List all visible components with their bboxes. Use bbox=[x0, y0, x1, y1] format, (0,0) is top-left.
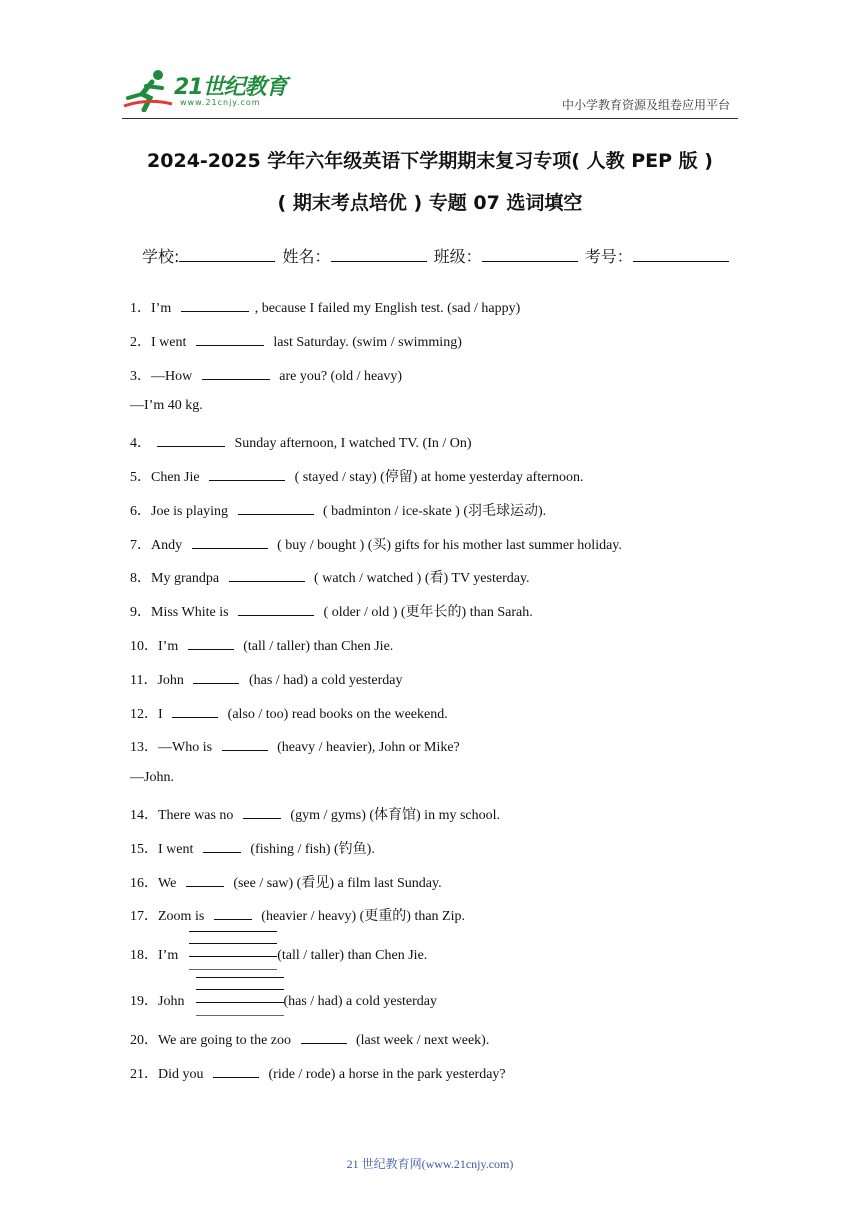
footer-link[interactable]: 21 世纪教育网(www.21cnjy.com) bbox=[346, 1157, 514, 1171]
question-7: 7．Andy ( buy / bought ) (买) gifts for his mother last summer holiday. bbox=[130, 538, 622, 553]
answer-blank[interactable] bbox=[196, 333, 264, 346]
answer-blank[interactable] bbox=[222, 738, 268, 751]
answer-blank[interactable] bbox=[186, 874, 224, 887]
question-9: 9．Miss White is ( older / old ) (更年长的) than Sarah. bbox=[130, 605, 533, 620]
question-4: 4． Sunday afternoon, I watched TV. (In / On) bbox=[130, 436, 472, 451]
answer-blank[interactable] bbox=[193, 671, 239, 684]
answer-blank[interactable] bbox=[203, 840, 241, 853]
answer-blank[interactable] bbox=[301, 1031, 347, 1044]
answer-blank[interactable] bbox=[214, 907, 252, 920]
answer-blank[interactable] bbox=[209, 468, 285, 481]
question-11: 11．John (has / had) a cold yesterday bbox=[130, 673, 403, 688]
question-2: 2．I went last Saturday. (swim / swimming) bbox=[130, 335, 462, 350]
question-15: 15．I went (fishing / fish) (钓鱼). bbox=[130, 842, 375, 857]
name-field[interactable] bbox=[331, 247, 427, 262]
answer-blank[interactable] bbox=[238, 502, 314, 515]
answer-blank[interactable] bbox=[181, 299, 249, 312]
answer-line: —John. bbox=[130, 770, 174, 785]
question-10: 10．I’m (tall / taller) than Chen Jie. bbox=[130, 639, 394, 654]
answer-blank[interactable] bbox=[188, 637, 234, 650]
question-6: 6．Joe is playing ( badminton / ice-skate ) (羽毛球运动). bbox=[130, 504, 547, 519]
class-field[interactable] bbox=[482, 247, 578, 262]
question-13: 13．—Who is (heavy / heavier), John or Mike? bbox=[130, 740, 460, 755]
question-1: 1．I’m , because I failed my English test. (sad / happy) bbox=[130, 301, 521, 316]
question-20: 20．We are going to the zoo (last week / next week). bbox=[130, 1033, 490, 1048]
header-divider bbox=[122, 118, 738, 119]
logo-url: www.21cnjy.com bbox=[180, 98, 261, 107]
question-14: 14．There was no (gym / gyms) (体育馆) in my school. bbox=[130, 808, 501, 823]
question-18: 18．I’m (tall / taller) than Chen Jie. bbox=[130, 948, 428, 963]
class-label: 班级： bbox=[433, 247, 482, 266]
runner-logo-icon bbox=[122, 68, 174, 112]
answer-blank[interactable] bbox=[238, 603, 314, 616]
logo-text: 21世纪教育 bbox=[174, 75, 287, 100]
question-16: 16．We (see / saw) (看见) a film last Sunday. bbox=[130, 876, 442, 891]
answer-blank[interactable] bbox=[229, 569, 305, 582]
school-field[interactable] bbox=[179, 247, 275, 262]
page-header bbox=[0, 0, 860, 130]
question-17: 17．Zoom is (heavier / heavy) (更重的) than Zip. bbox=[130, 909, 465, 924]
answer-blank[interactable] bbox=[157, 434, 225, 447]
name-label: 姓名： bbox=[282, 247, 331, 266]
question-19: 19．John (has / had) a cold yesterday bbox=[130, 994, 438, 1009]
platform-label: 中小学教育资源及组卷应用平台 bbox=[561, 98, 730, 112]
answer-blank[interactable] bbox=[192, 536, 268, 549]
logo bbox=[122, 68, 302, 116]
answer-blank[interactable] bbox=[243, 806, 281, 819]
answer-blank[interactable] bbox=[202, 367, 270, 380]
page-subtitle: ( 期末考点培优 ) 专题 07 选词填空 bbox=[277, 192, 583, 214]
question-8: 8．My grandpa ( watch / watched ) (看) TV yesterday. bbox=[130, 571, 530, 586]
question-3: 3．—How are you? (old / heavy) bbox=[130, 369, 403, 384]
answer-blank[interactable] bbox=[213, 1065, 259, 1078]
answer-blank[interactable] bbox=[172, 705, 218, 718]
number-label: 考号： bbox=[584, 247, 633, 266]
answer-line: —I’m 40 kg. bbox=[130, 398, 203, 413]
question-21: 21．Did you (ride / rode) a horse in the park yesterday? bbox=[130, 1067, 506, 1082]
student-info-row bbox=[142, 244, 731, 267]
question-12: 12．I (also / too) read books on the weekend. bbox=[130, 707, 448, 722]
school-label: 学校: bbox=[142, 247, 180, 266]
number-field[interactable] bbox=[633, 247, 729, 262]
page-title: 2024-2025 学年六年级英语下学期期末复习专项( 人教 PEP 版 ) bbox=[147, 150, 713, 172]
question-5: 5．Chen Jie ( stayed / stay) (停留) at home yesterday afternoon. bbox=[130, 470, 584, 485]
